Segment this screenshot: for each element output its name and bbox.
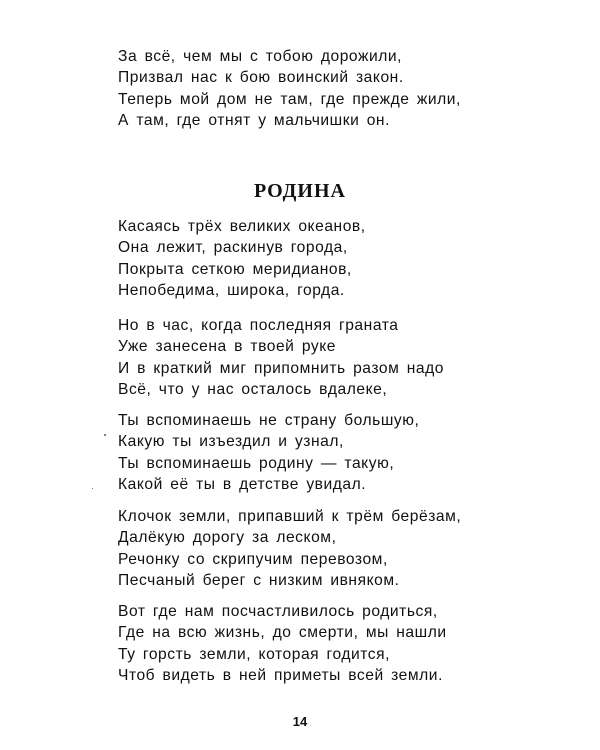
poem-line: Непобедима, широка, горда. <box>118 281 345 299</box>
poem-line: И в краткий миг припомнить разом надо <box>118 359 445 377</box>
poem-line: Всё, что у нас осталось вдалеке, <box>118 380 388 398</box>
poem-line: Песчаный берег с низким ивняком. <box>118 571 400 589</box>
poem-line: Вот где нам посчастливилось родиться, <box>118 603 438 620</box>
page-number: 14 <box>292 714 308 729</box>
previous-poem-stanza <box>118 46 461 131</box>
poem-line: Она лежит, раскинув города, <box>118 239 348 257</box>
print-speck <box>104 434 106 436</box>
poem-line: Речонку со скрипучим перевозом, <box>118 550 388 568</box>
poem-line: Призвал нас к бою воинский закон. <box>118 69 404 87</box>
poem-line: Где на всю жизнь, до смерти, мы нашли <box>118 624 447 642</box>
stanza-4 <box>118 506 461 591</box>
poem-line: Какую ты изъездил и узнал, <box>118 433 344 451</box>
print-speck <box>92 488 93 489</box>
stanza-1 <box>118 216 366 301</box>
stanza-5 <box>118 601 447 686</box>
poem-line: Теперь мой дом не там, где прежде жили, <box>118 90 461 108</box>
poem-line: Какой её ты в детстве увидал. <box>118 475 367 493</box>
stanza-3 <box>118 410 419 495</box>
poem-line: Но в час, когда последняя граната <box>118 317 399 334</box>
poem-line: Чтоб видеть в ней приметы всей земли. <box>118 666 443 684</box>
poem-line: Уже занесена в твоей руке <box>118 338 336 356</box>
poem-line: За всё, чем мы с тобою дорожили, <box>118 48 403 65</box>
poem-line: Клочок земли, припавший к трём берёзам, <box>118 508 462 525</box>
poem-line: Ты вспоминаешь родину — такую, <box>118 454 395 472</box>
poem-line: Ту горсть земли, которая годится, <box>118 645 390 663</box>
poem-title: РОДИНА <box>254 180 346 202</box>
poem-line: Касаясь трёх великих океанов, <box>118 218 366 235</box>
poem-line: Покрыта сеткою меридианов, <box>118 260 352 278</box>
poem-line: Далёкую дорогу за леском, <box>118 529 337 547</box>
poem-line: Ты вспоминаешь не страну большую, <box>118 412 420 429</box>
poem-line: А там, где отнят у мальчишки он. <box>118 111 390 129</box>
stanza-2 <box>118 315 444 400</box>
